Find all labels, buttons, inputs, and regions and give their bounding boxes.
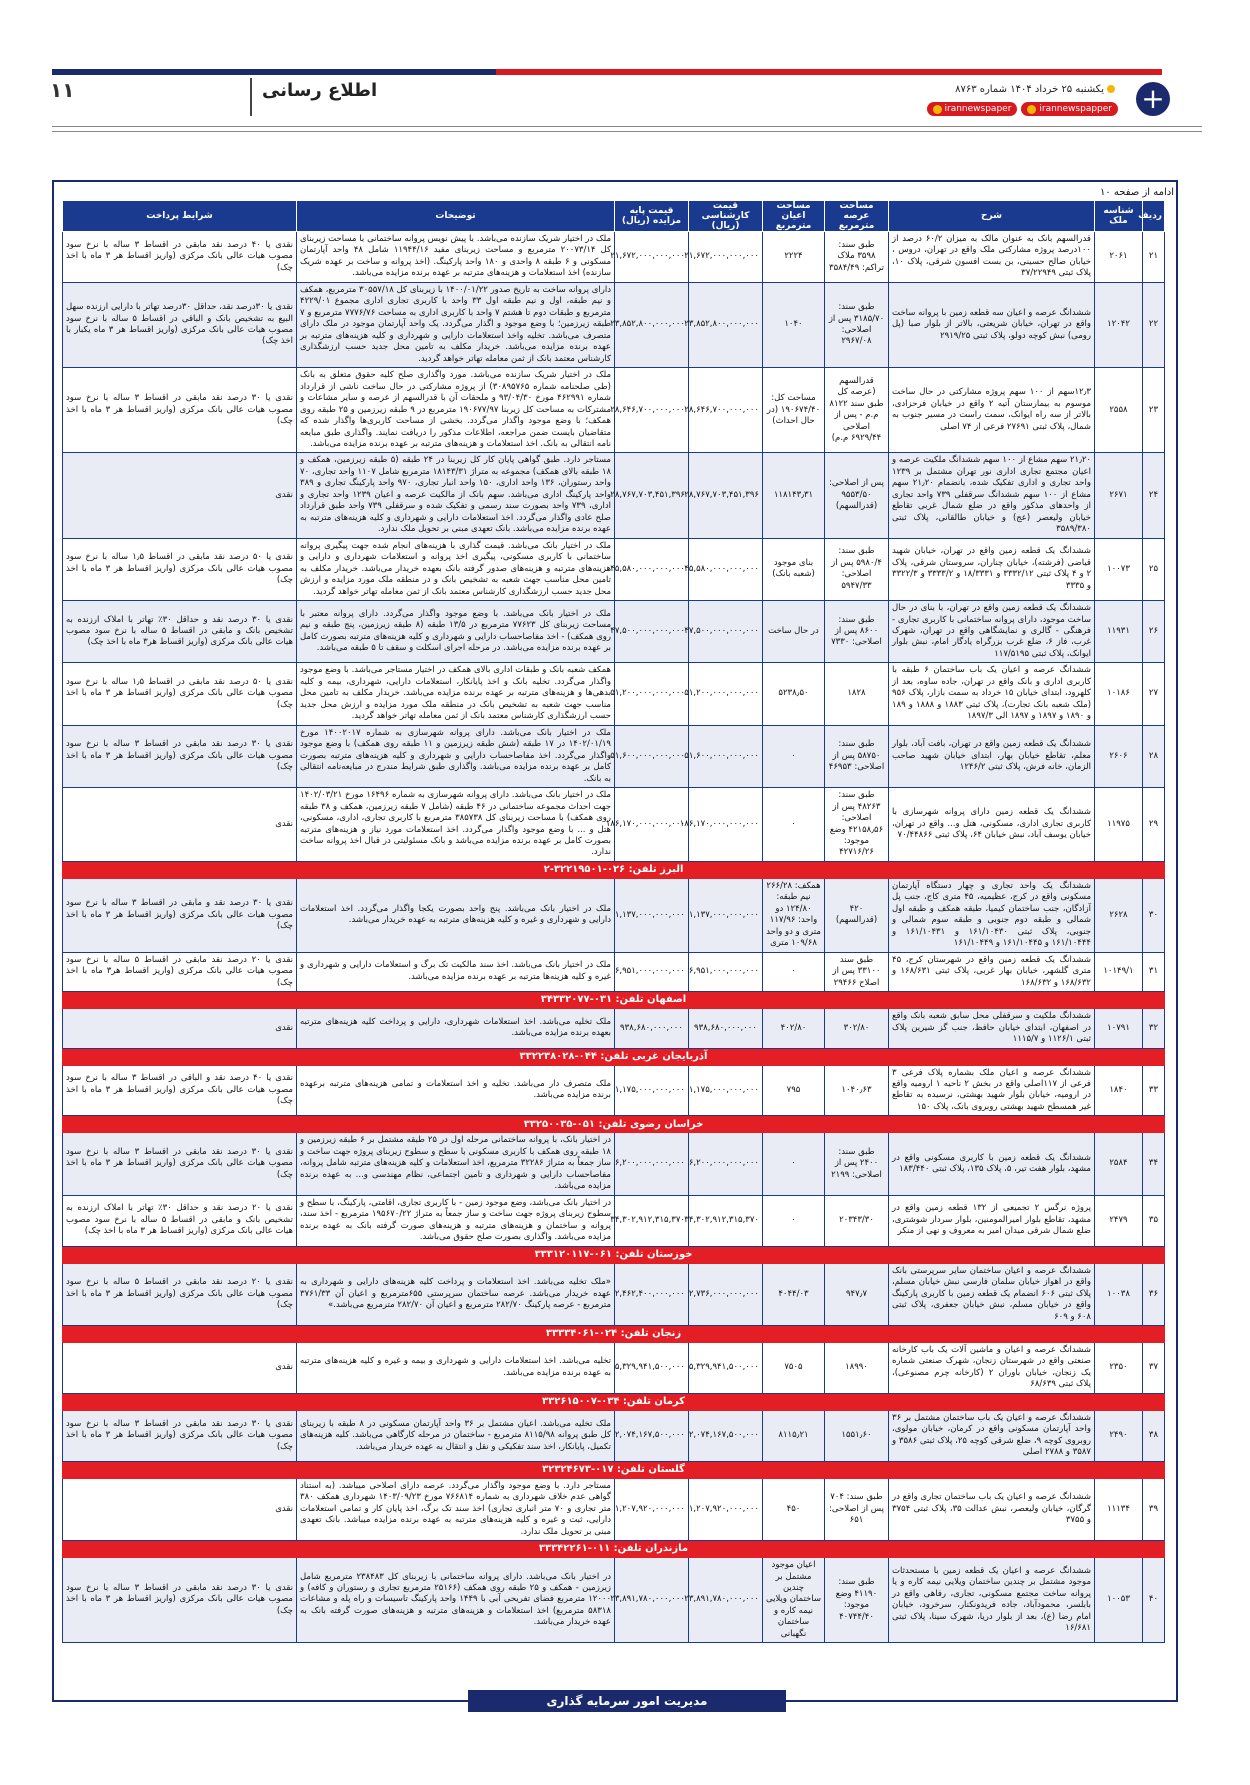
property-id: ۲۴۹۰ bbox=[1095, 1410, 1143, 1461]
building-area: ۴۰۴۴/۰۳ bbox=[763, 1263, 825, 1325]
property-id: ۲۵۵۸ bbox=[1095, 368, 1143, 453]
row-number: ۳۲ bbox=[1143, 1009, 1165, 1048]
base-price: ۲۸,۶۴۶,۷۰۰,۰۰۰,۰۰۰ bbox=[615, 368, 689, 453]
social-link-1[interactable]: irannewspaper bbox=[927, 102, 1018, 116]
land-area: طبق سند ۳۳۱۰۰ پس از اصلاح ۲۹۴۶۶ bbox=[825, 952, 889, 991]
expert-price: ۲۸,۷۶۷,۷۰۳,۴۵۱,۳۹۶ bbox=[689, 453, 763, 538]
table-header-row bbox=[63, 201, 1165, 232]
land-area: طبق سند: ۴۱۱۹۰ وضع موجود: ۴۰۷۴۴/۴۰ bbox=[825, 1558, 889, 1643]
expert-price: ۶,۹۵۱,۰۰۰,۰۰۰,۰۰۰ bbox=[689, 952, 763, 991]
payment-terms: نقدی یا ۳۰ درصد نقد مابقی در اقساط ۳ ساله با نرخ سود مصوب هیات عالی بانک مرکزی (واریز اقساط هر ۳ ماه با اخذ چک) bbox=[63, 368, 297, 453]
province-label: گلستان تلفن: ۰۱۷-۳۲۳۲۴۶۷۳ bbox=[63, 1461, 1165, 1478]
land-area: طبق سند: ۷۰۴ پس از اصلاحی: ۶۵۱ bbox=[825, 1478, 889, 1540]
row-number: ۳۸ bbox=[1143, 1410, 1165, 1461]
province-header bbox=[63, 1393, 1165, 1410]
payment-terms: نقدی یا ۴۰ درصد نقد و الباقی در اقساط ۳ ساله با نرخ سود مصوب هیات عالی بانک مرکزی (واریز اقساط هر ۳ ماه با اخذ چک) bbox=[63, 1065, 297, 1116]
province-header bbox=[63, 1325, 1165, 1342]
property-description: ششدانگ یک قطعه زمین با کاربری مسکونی واقع در مشهد، بلوار هفت تیر، ۵، پلاک ۱۳۵، پلاک ثبتی ۱۸۳/۴۴۰ bbox=[889, 1133, 1095, 1195]
table-row bbox=[63, 232, 1165, 283]
expert-price: ۴۷,۵۰۰,۰۰۰,۰۰۰,۰۰۰ bbox=[689, 601, 763, 663]
province-header bbox=[63, 1048, 1165, 1065]
row-number: ۳۴ bbox=[1143, 1133, 1165, 1195]
land-area: ۴۲۰ (قدرالسهم) bbox=[825, 878, 889, 952]
row-number: ۳۶ bbox=[1143, 1263, 1165, 1325]
base-price: ۲,۰۷۴,۱۶۷,۵۰۰,۰۰۰ bbox=[615, 1410, 689, 1461]
province-label: زنجان تلفن: ۰۲۴-۳۳۳۳۴۰۶۱ bbox=[63, 1325, 1165, 1342]
column-header: مساحت اعیان مترمربع bbox=[763, 201, 825, 232]
column-header: ردیف bbox=[1143, 201, 1165, 232]
expert-price: ۲۱,۶۷۲,۰۰۰,۰۰۰,۰۰۰ bbox=[689, 232, 763, 283]
payment-terms: نقدی یا ۳۰درصد نقد، حداقل ۳۰درصد تهاتر با دارایی ارزنده سهل البیع به تشخیص بانک و الباقی در اقساط ۵ ساله با نرخ سود مصوب هیات عالی بانک مرکزی (واریز اقساط هر ۳ ماه یکبار با اخذ چک) bbox=[63, 282, 297, 367]
notes: ملک در اختیار بانک می‌باشد. پنج واحد بصورت یکجا واگذار می‌گردد. اخذ استعلامات دارایی و شهرداری و غیره و کلیه هزینه‌های مترتبه به عهده خریدار می‌باشد. bbox=[297, 878, 615, 952]
row-number: ۳۳ bbox=[1143, 1065, 1165, 1116]
notes: ملک در اختیار شریک سازنده می‌باشد. با پیش نویس پروانه ساختمانی با مساحت زیربنای کل ۲۰۰۷۳/۱۴ مترمربع و مساحت زیربنای مفید ۱۱۹۴۴/۱۶ شامل ۴۸ واحد آپارتمان مسکونی و ۶ طبقه ۸ واحدی و ۱۸۰ واحد پارکینگ. (اخذ پروانه و ساخت بر عهده شریک سازنده) اخذ استعلامات و هزینه‌های مترتبه بر عهده برنده مزایده می‌باشد. bbox=[297, 232, 615, 283]
issue-date-text: یکشنبه ۲۵ خرداد ۱۴۰۴ شماره ۸۷۶۳ bbox=[955, 84, 1104, 95]
base-price: ۴۵,۵۸۰,۰۰۰,۰۰۰,۰۰۰ bbox=[615, 538, 689, 600]
base-price: ۱,۲۰۷,۹۲۰,۰۰۰,۰۰۰ bbox=[615, 1478, 689, 1540]
building-area: ۴۰۲/۸۰ bbox=[763, 1009, 825, 1048]
expert-price: ۵,۳۲۹,۹۴۱,۵۰۰,۰۰۰ bbox=[689, 1342, 763, 1393]
notes: ملک در اختیار شریک سازنده می‌باشد. مورد واگذاری صلح کلیه حقوق متعلق به بانک (طی صلحنامه شماره ۳۰۸۹۵۷۶۵) از پروژه مشارکتی در حال ساخت ناشی از قرارداد شماره ۴۶۲۹۹۱ مورخ ۹۳/۰۴/۳۰ و ملحقات آن با قدرالسهم از عرصه و سایر مشاعات و مشترکات به مساحت کل زیربنا ۱۹۰۶۷۷/۹۷ مترمربع در ۹ طبقه زیرزمین و ۲۵ طبقه روی همکف؛ با وضع موجود واگذار می‌گردد. بخشی از مساحت کاربری‌ها واگذار شده که متقاضیان بایست ضمن مراجعه، اطلاعات مذکور را دریافت نمایند. واگذاری طبق مبایعه نامه انتقالی به بانک. اخذ استعلامات و هزینه‌های مترتبه بر عهده برنده مزایده می‌باشد. bbox=[297, 368, 615, 453]
payment-terms: نقدی یا ۳۰ درصد نقد و مابقی در اقساط ۳ ساله با نرخ سود مصوب هیات عالی بانک مرکزی (واریز اقساط هر ۳ ماه با اخذ چک) bbox=[63, 878, 297, 952]
province-label: کرمان تلفن: ۰۳۴-۳۳۲۶۱۵۰۰۷ bbox=[63, 1393, 1165, 1410]
property-id: ۲۶۰۶ bbox=[1095, 725, 1143, 787]
section-title: اطلاع رسانی bbox=[262, 80, 378, 101]
payment-terms: نقدی یا ۲۰ درصد نقد مابقی در اقساط ۵ ساله با نرخ سود مصوب هیات عالی بانک مرکزی (واریز اقساط هر ۳ ماه با اخذ چک) bbox=[63, 1263, 297, 1325]
province-header bbox=[63, 861, 1165, 878]
notes: ملک در اختیار بانک می‌باشد. دارای پروانه شهرسازی به شماره ۱۴۰۰۲۰۱۷ مورخ ۱۴۰۲/۰۱/۱۹ در ۱۷ طبقه (شش طبقه زیرزمین و ۱۱ طبقه روی همکف) با وضع موجود واگذار می‌گردد. اخذ مفاصاحساب دارایی و شهرداری و کلیه هزینه‌های مترتبه بصورت کامل بر عهده برنده مزایده می‌باشد. واگذاری طبق شرایط مندرج در مبایعه‌نامه انتقالی به بانک. bbox=[297, 725, 615, 787]
table-row bbox=[63, 663, 1165, 725]
base-price: ۳۴,۳۰۲,۹۱۲,۳۱۵,۳۷۰ bbox=[615, 1195, 689, 1246]
property-description: ششدانگ ملکیت و سرقفلی محل سابق شعبه بانک واقع در اصفهان، ابتدای خیابان حافظ، جنب گز شیرین پلاک ثبتی ۱۱۲۶/۱ و ۱۱۱۵/۷ bbox=[889, 1009, 1095, 1048]
column-header: قیمت پایه مزایده (ریال) bbox=[615, 201, 689, 232]
property-id: ۱۱۹۳۱ bbox=[1095, 601, 1143, 663]
province-label: مازندران تلفن: ۰۱۱-۳۳۳۴۲۲۶۱ bbox=[63, 1541, 1165, 1558]
table-row bbox=[63, 453, 1165, 538]
row-number: ۲۲ bbox=[1143, 282, 1165, 367]
land-area: ۱۰۴۰٫۶۳ bbox=[825, 1065, 889, 1116]
instagram-icon bbox=[933, 105, 942, 114]
column-header: توضیحات bbox=[297, 201, 615, 232]
top-color-bar bbox=[52, 69, 1162, 75]
payment-terms: نقدی یا ۳۰ درصد نقد مابقی در اقساط ۳ ساله با نرخ سود مصوب هیات عالی بانک مرکزی (واریز اقساط هر ۳ ماه با اخذ چک) bbox=[63, 725, 297, 787]
expert-price: ۱,۱۳۷,۰۰۰,۰۰۰,۰۰۰ bbox=[689, 878, 763, 952]
notes: مستاجر دارد. طبق گواهی پایان کار کل زیربنا در ۲۴ طبقه (۵ طبقه زیرزمین، همکف و ۱۸ طبقه بالای همکف) مجموعه به متراژ ۱۸۱۴۳/۳۱ مترمربع شامل ۱۱۰۷ واحد تجاری، ۷۰ واحد رستوران، ۱۳۶ واحد اداری، ۱۵۰ واحد انبار تجاری، ۹۷۰ واحد پارکینگ تجاری و ۳۸۹ واحد پارکینگ اداری می‌باشد. سهم بانک از مالکیت عرصه و اعیان ۱۲۳۹ واحد تجاری و اداری، ۷۳۹ واحد بصورت سند رسمی و تفکیک شده و سرقفلی ۷۳۹ واحد طبق قرارداد صلح عادی واگذار می‌گردد. اخذ استعلامات دارایی و شهرداری و کلیه هزینه‌های مترتبه به عهده برنده مزایده می‌باشد. بانک تعهدی مبنی بر تحویل ملک ندارد. bbox=[297, 453, 615, 538]
notes: تخلیه می‌باشد. اخذ استعلامات دارایی و شهرداری و بیمه و غیره و کلیه هزینه‌های مترتبه به عهده برنده مزایده می‌باشد. bbox=[297, 1342, 615, 1393]
expert-price: ۲۳,۸۹۱,۷۸۰,۰۰۰,۰۰۰ bbox=[689, 1558, 763, 1643]
property-description: ششدانگ عرصه و اعیان یک قطعه زمین با مستحدثات موجود مشتمل بر چندین ساختمان ویلایی نیمه کاره و یا پروانه ساخت مجتمع مسکونی، تجاری، رفاهی واقع در بابلسر، محمودآباد، جاده فریدونکنار، سرخرود، خیابان امام رضا (ع)، بعد از بلوار دریا، شهرک سینا، پلاک ثبتی ۱۶/۶۸۱ bbox=[889, 1558, 1095, 1643]
header-rule-2 bbox=[52, 131, 1202, 132]
property-id: ۲۶۷۱ bbox=[1095, 453, 1143, 538]
land-area: ۱۵۵۱٫۶۰ bbox=[825, 1410, 889, 1461]
building-area: ۰ bbox=[763, 788, 825, 862]
property-id: ۱۰۱۴۹/۱ bbox=[1095, 952, 1143, 991]
land-area: طبق سند: ۲۴۰۰ پس از اصلاحی: ۲۱۹۹ bbox=[825, 1133, 889, 1195]
property-id: ۱۰۷۹۱ bbox=[1095, 1009, 1143, 1048]
social-link-2[interactable]: irannewspapper bbox=[1021, 102, 1118, 116]
notes: «ملک تخلیه می‌باشد. اخذ استعلامات و پرداخت کلیه هزینه‌های دارایی و شهرداری به عهده خریدار می‌باشد. عرصه ساختمان سرپرستی ۶۵۵مترمربع و اعیان آن ۳۷۶۱/۳۳ مترمربع - عرصه پارکینگ ۲۸۲/۷۰ مترمربع و اعیان آن ۲۸۲/۷۰ مترمربع می‌باشد.» bbox=[297, 1263, 615, 1325]
notes: در اختیار بانک می‌باشد. دارای پروانه ساختمانی با زیربنای کل ۲۳۸۴۸۳ مترمربع شامل زیرزمین - همکف و ۲۵ طبقه روی همکف (۲۵۱۶۶ مترمربع تجاری و رستوران و کافه) و ۱۲۰۰۰ مترمربع فضای تفریحی آبی با ۱۴۴۹ واحد پارکینگ تاسیسات و راه پله و مشاعات ۵۸۳۱۸ مترمربع) اخذ استعلامات و هزینه‌های مترتبه و هزینه‌های صورت گرفته بانک به عهده خریدار می‌باشد. bbox=[297, 1558, 615, 1643]
payment-terms: نقدی یا ۵۰ درصد نقد مابقی در اقساط ۱٫۵ ساله با نرخ سود مصوب هیات عالی بانک مرکزی (واریز اقساط هر ۳ ماه با اخذ چک) bbox=[63, 538, 297, 600]
property-id: ۱۰۰۷۳ bbox=[1095, 538, 1143, 600]
payment-terms: نقدی یا ۴۰ درصد نقد مابقی در اقساط ۳ ساله با نرخ سود مصوب هیات عالی بانک مرکزی (واریز اقساط هر ۳ ماه با اخذ چک) bbox=[63, 232, 297, 283]
building-area: مساحت کل: ۱۹۰۶۷۴/۴۰ (در حال احداث) bbox=[763, 368, 825, 453]
property-description: ششدانگ عرصه و اعیان ساختمان سایر سرپرستی بانک واقع در اهواز خیابان سلمان فارسی نبش خیابان مسلم، پلاک ثبتی ۶۰۶ انضمام یک قطعه زمین با کاربری پارکینگ واقع در خیابان مسلم، نبش خیابان جعفری، پلاک ثبتی ۶۰۸ و ۶۰۹ bbox=[889, 1263, 1095, 1325]
property-id: ۱۰۰۳۸ bbox=[1095, 1263, 1143, 1325]
property-description: ششدانگ یک واحد تجاری و چهار دستگاه آپارتمان مسکونی واقع در کرج، عظیمیه، ۴۵ متری کاج، جنب پل آزادگان، جنب ساختمان کیمیا، طبقه همکف و طبقه اول شمالی و طبقه دوم جنوبی و طبقه سوم شمالی و جنوبی، پلاک ثبتی ۱۶۱/۱۰۴۳۰ و ۱۶۱/۱۰۴۳۱ و ۱۶۱/۱۰۴۴۴ و ۱۶۱/۱۰۴۴۵ و ۱۶۱/۱۰۴۴۹ bbox=[889, 878, 1095, 952]
expert-price: ۲,۷۳۶,۰۰۰,۰۰۰,۰۰۰ bbox=[689, 1263, 763, 1325]
table-row bbox=[63, 1195, 1165, 1246]
land-area: طبق سند: ۵۸۷۵۰ پس از اصلاحی: ۴۶۹۵۳ bbox=[825, 725, 889, 787]
building-area: ۱۱۸۱۴۳٫۳۱ bbox=[763, 453, 825, 538]
expert-price: ۲,۰۷۴,۱۶۷,۵۰۰,۰۰۰ bbox=[689, 1410, 763, 1461]
property-description: ششدانگ یک قطعه زمین واقع در تهران، خیابان شهید قیاضی (فرشته)، خیابان چناران، سروستان شرقی، پلاک ۲ و ۴ پلاک ثبتی ۳۳۳۲/۱۲ و ۱۸/۳۳۳۱ و ۳۳۳۳/۲ و ۳۳۲۲/۳ و ۳۳۳۵ bbox=[889, 538, 1095, 600]
property-description: ششدانگ عرصه و اعیان یک باب ساختمان ۶ طبقه با کاربری اداری و بانک واقع در تهران، جاده ساوه، بعد از کلهرود، ابتدای خیابان ۱۵ خرداد به سمت بازار، پلاک ۹۵۶ (ملک شعبه بانک تجارت)، پلاک ثبتی ۱۸۸۳ و ۱۸۸۸ و ۱۸۹ و ۱۸۹۰ و ۱۸۹۷ و ۱۸۹۷ الی ۱۸۹۷/۳ bbox=[889, 663, 1095, 725]
base-price: ۵۱,۲۰۰,۰۰۰,۰۰۰,۰۰۰ bbox=[615, 663, 689, 725]
footer-banner: مدیریت امور سرمایه گذاری bbox=[468, 1690, 786, 1712]
table-row bbox=[63, 1065, 1165, 1116]
payment-terms: نقدی bbox=[63, 788, 297, 862]
province-header bbox=[63, 1461, 1165, 1478]
province-header bbox=[63, 1246, 1165, 1263]
property-id: ۱۰۱۸۶ bbox=[1095, 663, 1143, 725]
table-row bbox=[63, 952, 1165, 991]
notes: همکف شعبه بانک و طبقات اداری بالای همکف در اختیار مستاجر می‌باشد. با وضع موجود واگذار می‌گردد. تخلیه بانک و اخذ پایانکار، استعلامات دارایی، شهرداری، بیمه و کلیه بدهی‌ها و هزینه‌های مترتبه بر عهده برنده مزایده می‌باشد. خریدار مکلف به تامین محل مناسب جهت شعبه به تشخیص بانک در منطقه ملک مورد مزایده و ارزش محل جدید حسب ارزشگذاری کارشناس معتمد بانک از ثمن معامله تهاتر خواهد گردید. bbox=[297, 663, 615, 725]
property-id: ۲۰۶۱ bbox=[1095, 232, 1143, 283]
base-price: ۲۳,۸۵۲,۸۰۰,۰۰۰,۰۰۰ bbox=[615, 282, 689, 367]
header-rule bbox=[52, 126, 1202, 127]
property-description: قدرالسهم بانک به عنوان مالک به میزان ۶۰/۲ درصد از ۱۰۰درصد پروژه مشارکتی ملک واقع در تهران، دروس ، خیابان صالح حسینی، بن بست افسون شرقی، پلاک ۱۰، پلاک ثبتی ۳۷/۲۲۹۴۹ bbox=[889, 232, 1095, 283]
payment-terms: نقدی bbox=[63, 453, 297, 538]
table-row bbox=[63, 368, 1165, 453]
page-header bbox=[0, 78, 1250, 146]
province-label: اصفهان تلفن: ۰۳۱-۳۴۳۳۲۰۷۷ bbox=[63, 992, 1165, 1009]
province-header bbox=[63, 1116, 1165, 1133]
building-area: ۸۱۱۵٫۲۱ bbox=[763, 1410, 825, 1461]
notes: ملک در اختیار بانک می‌باشد. با وضع موجود واگذار می‌گردد. دارای پروانه معتبر با مساحت زیربنای کل ۷۷۶۲۳ مترمربع در ۱۳/۵ طبقه (۸ طبقه زیرزمین، پنج طبقه و نیم روی همکف) - اخذ مفاصاحساب دارایی و شهرداری و کلیه هزینه‌های مترتبه بصورت کامل بر عهده برنده مزایده می‌باشد. در مرحله اجرای اسکلت و سقف تا ۵ طبقه می‌باشد. bbox=[297, 601, 615, 663]
notes: ملک در اختیار بانک می‌باشد. قیمت گذاری با هزینه‌های انجام شده جهت پیگیری پروانه ساختمانی با کاربری مسکونی، پیگیری اخذ پروانه و استعلامات شهرداری و دارایی و هزینه‌های مترتبه و هزینه‌های صدور گرفته بانک بعهده خریدار می‌باشد. خریدار مکلف به تامین محل مناسب جهت شعبه به تشخیص بانک و در منطقه ملک مورد مزایده و ارزش محل جدید حسب ارزشگذاری کارشناس معتمد بانک از ثمن معامله تهاتر خواهد گردید. bbox=[297, 538, 615, 600]
property-description: ششدانگ عرصه و اعیان و ماشین آلات یک باب کارخانه صنعتی واقع در شهرستان زنجان، شهرک صنعتی شماره یک زنجان، خیابان باوران ۲ (کارخانه چرم مصنوعی)، پلاک ثبتی ۶۸/۶۳۹ bbox=[889, 1342, 1095, 1393]
payment-terms: نقدی bbox=[63, 1009, 297, 1048]
column-header: مساحت عرصه مترمربع bbox=[825, 201, 889, 232]
table-row bbox=[63, 1133, 1165, 1195]
base-price: ۴۷,۵۰۰,۰۰۰,۰۰۰,۰۰۰ bbox=[615, 601, 689, 663]
table-row bbox=[63, 1410, 1165, 1461]
row-number: ۴۰ bbox=[1143, 1558, 1165, 1643]
property-description: ۱۲٫۳سهم از ۱۰۰ سهم پروژه مشارکتی در حال ساخت موسوم به بیمارستان آتیه ۲ واقع در خیابان فرحزادی، بالاتر از سه راه ایوانک، سمت راست در مسیر جنوب به شمال، پلاک ثبتی ۲۷۶۹۱ فرعی از ۷۴ اصلی bbox=[889, 368, 1095, 453]
base-price: ۲۳,۸۹۱,۷۸۰,۰۰۰,۰۰۰ bbox=[615, 1558, 689, 1643]
plus-icon: + bbox=[1136, 82, 1170, 116]
table-row bbox=[63, 725, 1165, 787]
row-number: ۳۵ bbox=[1143, 1195, 1165, 1246]
base-price: ۲۸,۷۶۷,۷۰۳,۴۵۱,۳۹۶ bbox=[615, 453, 689, 538]
land-area: طبق سند: ۵۹۸۰/۴ پس از اصلاحی: ۵۹۴۷/۳۳ bbox=[825, 538, 889, 600]
property-description: ششدانگ یک قطعه زمین واقع در تهران، بافت آباد، بلوار معلم، تقاطع خیابان بهار، ابتدای خیابان شهید صاحب الزمان، خانه فرش، پلاک ثبتی ۱۲۴۶/۲ bbox=[889, 725, 1095, 787]
column-header: شناسه ملک bbox=[1095, 201, 1143, 232]
building-area: ۷۵۰۵ bbox=[763, 1342, 825, 1393]
payment-terms: نقدی یا ۵۰ درصد نقد مابقی در اقساط ۱٫۵ ساله با نرخ سود مصوب هیات عالی بانک مرکزی (واریز اقساط هر ۳ ماه با اخذ چک) bbox=[63, 663, 297, 725]
table-row bbox=[63, 1342, 1165, 1393]
expert-price: ۶,۲۰۰,۰۰۰,۰۰۰,۰۰۰ bbox=[689, 1133, 763, 1195]
property-id: ۱۸۴۰ bbox=[1095, 1065, 1143, 1116]
land-area: طبق سند: ۴۸۲۶۳ پس از اصلاحی: ۴۲۱۵۸٫۵۶ وضع موجود: ۴۲۷۱۶/۲۶ bbox=[825, 788, 889, 862]
land-area: طبق سند: ۳۱۸۵/۷۰ پس از اصلاحی: ۲۹۶۷/۰۸ bbox=[825, 282, 889, 367]
row-number: ۳۱ bbox=[1143, 952, 1165, 991]
property-description: ششدانگ یک قطعه زمین واقع در تهران، با بنای در حال ساخت موجود، دارای پروانه ساختمانی با کاربری تجاری - فرهنگی - گالری و نمایشگاهی واقع در تهران، شهرک غرب، فاز ۶، ضلع غرب بزرگراه یادگار امام، نبش بلوار ایوانک، پلاک ثبتی ۱۱۷/۵۱۹۵ bbox=[889, 601, 1095, 663]
table-row bbox=[63, 601, 1165, 663]
expert-price: ۲۳,۸۵۲,۸۰۰,۰۰۰,۰۰۰ bbox=[689, 282, 763, 367]
continued-note: ادامه از صفحه ۱۰ bbox=[1100, 187, 1174, 198]
building-area: ۲۲۲۴ bbox=[763, 232, 825, 283]
expert-price: ۱,۲۰۷,۹۲۰,۰۰۰,۰۰۰ bbox=[689, 1478, 763, 1540]
land-area: قدرالسهم (عرصه کل طبق سند ۸۱۲۲ م.م - پس از اصلاحی ۶۹۲۹/۴۴ م.م) bbox=[825, 368, 889, 453]
property-description: ششدانگ عرصه و اعیان یک باب ساختمان مشتمل بر ۳۶ واحد آپارتمان مسکونی واقع در کرمان، خیابان مولوی، روبروی کوچه ۹، ضلع شرقی کوچه ۲۵، پلاک ثبتی ۳۵۸۶ و ۳۵۸۷ و ۲۷۸۸ اصلی bbox=[889, 1410, 1095, 1461]
property-description: ششدانگ عرصه و اعیان ملک بشماره پلاک فرعی ۳ فرعی از ۱۱۷اصلی واقع در بخش ۲ ناحیه ۱ ارومیه واقع در ارومیه، خیابان بلوار شهید بهشتی، نرسیده به تقاطع غیر همسطح شهید بهشتی روبروی بانک، پلاک ۱۵۰ bbox=[889, 1065, 1095, 1116]
base-price: ۲۱,۶۷۲,۰۰۰,۰۰۰,۰۰۰ bbox=[615, 232, 689, 283]
telegram-icon bbox=[1027, 105, 1036, 114]
payment-terms: نقدی یا ۲۰ درصد نقد مابقی در اقساط ۵ ساله با نرخ سود مصوب هیات عالی بانک مرکزی (واریز اقساط هر۳ ماه با اخذ چک) bbox=[63, 952, 297, 991]
property-id: ۱۰۰۵۳ bbox=[1095, 1558, 1143, 1643]
expert-price: ۱۸۶,۱۷۰,۰۰۰,۰۰۰,۰۰۰ bbox=[689, 788, 763, 862]
row-number: ۲۸ bbox=[1143, 725, 1165, 787]
payment-terms: نقدی یا ۳۰ درصد نقد مابقی در اقساط ۳ ساله با نرخ سود مصوب هیات عالی بانک مرکزی (واریز اقساط هر ۳ ماه با اخذ چک) bbox=[63, 1133, 297, 1195]
row-number: ۲۱ bbox=[1143, 232, 1165, 283]
expert-price: ۵۱,۶۰۰,۰۰۰,۰۰۰,۰۰۰ bbox=[689, 725, 763, 787]
notes: ملک تخلیه می‌باشد. اعیان مشتمل بر ۳۶ واحد آپارتمان مسکونی در ۸ طبقه با زیربنای کل طبق پروانه ۸۱۱۵/۹۸ مترمربع - ساختمان در مرحله کارگاهی می‌باشد. کلیه هزینه‌های تکمیل، پایانکار، اخذ سند تفکیکی و نقل و انتقال به عهده خریدار می‌باشد. bbox=[297, 1410, 615, 1461]
expert-price: ۵۱,۲۰۰,۰۰۰,۰۰۰,۰۰۰ bbox=[689, 663, 763, 725]
table-row bbox=[63, 1263, 1165, 1325]
column-header: قیمت کارشناسی (ریال) bbox=[689, 201, 763, 232]
base-price: ۵,۳۲۹,۹۴۱,۵۰۰,۰۰۰ bbox=[615, 1342, 689, 1393]
table-row bbox=[63, 1558, 1165, 1643]
table-row bbox=[63, 878, 1165, 952]
building-area: ۷۹۵ bbox=[763, 1065, 825, 1116]
property-id: ۲۶۲۸ bbox=[1095, 878, 1143, 952]
base-price: ۹۳۸,۶۸۰,۰۰۰,۰۰۰ bbox=[615, 1009, 689, 1048]
row-number: ۲۵ bbox=[1143, 538, 1165, 600]
building-area: بنای موجود (شعبه بانک) bbox=[763, 538, 825, 600]
column-header: شرایط پرداخت bbox=[63, 201, 297, 232]
row-number: ۳۰ bbox=[1143, 878, 1165, 952]
building-area: ۰ bbox=[763, 1195, 825, 1246]
property-id: ۲۴۷۹ bbox=[1095, 1195, 1143, 1246]
property-description: ششدانگ یک قطعه زمین واقع در شهرستان کرج، ۴۵ متری گلشهر، خیابان بهار غربی، پلاک ثبتی ۱۶۸/۶۳۱ و ۱۶۸/۶۳۲ و ۱۶۸/۶۳۲ bbox=[889, 952, 1095, 991]
notes: ملک در اختیار بانک می‌باشد. اخذ سند مالکیت تک برگ و استعلامات دارایی و شهرداری و غیره و کلیه هزینه‌ها مترتبه بر عهده برنده مزایده می‌باشد. bbox=[297, 952, 615, 991]
notes: در اختیار بانک می‌باشد، وضع موجود زمین - با کاربری تجاری، اقامتی، پارکینگ، با سطح و سطوح زیربنای پروژه جهت ساخت و ساز جمعاً به متراژ ۱۹۵۶۷۰/۲۲ مترمربع - اخذ سند، پروانه و ساختمان و هزینه‌های مترتبه و هزینه‌های صورت گرفته بانک به عهده برنده مزایده می‌باشد. واگذاری بصورت صلح حقوق می‌باشد. bbox=[297, 1195, 615, 1246]
row-number: ۲۳ bbox=[1143, 368, 1165, 453]
expert-price: ۳۴,۳۰۲,۹۱۲,۳۱۵,۳۷۰ bbox=[689, 1195, 763, 1246]
property-id: ۲۵۸۴ bbox=[1095, 1133, 1143, 1195]
expert-price: ۲۸,۶۴۶,۷۰۰,۰۰۰,۰۰۰ bbox=[689, 368, 763, 453]
land-area: ۱۸۲۸ bbox=[825, 663, 889, 725]
property-id: ۱۲۰۴۲ bbox=[1095, 282, 1143, 367]
building-area: ۰ bbox=[763, 952, 825, 991]
property-id: ۱۱۱۳۴ bbox=[1095, 1478, 1143, 1540]
page-number: ۱۱ bbox=[50, 78, 75, 102]
building-area: همکف: ۲۶۶/۲۸ نیم طبقه: ۱۲۴/۸۰ دو واحد: ۱۱۷/۹۶ متری و دو واحد ۱۰۹/۶۸ متری bbox=[763, 878, 825, 952]
row-number: ۲۴ bbox=[1143, 453, 1165, 538]
property-description: ۲۱٫۲۰ سهم مشاع از ۱۰۰ سهم ششدانگ ملکیت عرصه و اعیان مجتمع تجاری اداری نور تهران مشتمل بر ۱۲۳۹ واحد تجاری و اداری تفکیک شده، بانضمام ۲۱٫۲۰ سهم مشاع از ۱۰۰ سهم ششدانگ سرقفلی ۷۳۹ واحد تجاری از واحدهای مذکور واقع در ضلع شمال غربی تقاطع خیابان ولیعصر (عج) و خیابان طالقانی، پلاک ثبتی ۳۵۸۹/۳۸۰ bbox=[889, 453, 1095, 538]
payment-terms: نقدی bbox=[63, 1478, 297, 1540]
notes: ملک در اختیار بانک می‌باشد. دارای پروانه شهرسازی به شماره ۱۶۴۹۶ مورخ ۱۴۰۲/۰۳/۲۱ جهت احداث مجموعه ساختمانی در ۴۶ طبقه (شامل ۷ طبقه زیرزمین، همکف و ۳۸ طبقه روی همکف) با مساحت زیربنای کل ۳۸۵۷۳۸ مترمربع با کاربری تجاری، اداری، مسکونی، هتل و ... با وضع موجود واگذار می‌گردد. اخذ استعلامات مورد نیاز و هزینه‌های مترتبه بصورت کامل بر عهده برنده مزایده می‌باشد و بانک مسئولیتی در قبال اخذ پروانه ساخت ندارد. bbox=[297, 788, 615, 862]
notes: دارای پروانه ساخت به تاریخ صدور ۱۴۰۰/۰۱/۲۲ با زیربنای کل ۳۰۵۵۷/۱۸ مترمربع، همکف و نیم طبقه، اول و نیم طبقه اول ۳۳ واحد با کاربری تجاری اداری مجموع ۴۲۲۹/۰۱ مترمربع و طبقات دوم تا هشتم ۷ واحد با کاربری اداری به مساحت ۷۷۷۶/۷۶ مترمربع و ۷ طبقه زیرزمین؛ با وضع موجود و اگذار می‌گردد. یک واحد آپارتمان موجود در ملک دارای متصرف می‌باشد. تخلیه واخذ استعلامات دارایی و شهرداری و کلیه هزینه‌های مترتبه بر عهده برنده مزایده می‌باشد. خریدار مکلف به تامین محل جدید حسب ارزشگذاری کارشناس معتمد بانک از ثمن معامله تهاتر خواهد گردید. bbox=[297, 282, 615, 367]
province-header bbox=[63, 1541, 1165, 1558]
payment-terms: نقدی bbox=[63, 1342, 297, 1393]
expert-price: ۴۵,۵۸۰,۰۰۰,۰۰۰,۰۰۰ bbox=[689, 538, 763, 600]
land-area: ۱۸۹۹۰ bbox=[825, 1342, 889, 1393]
row-number: ۲۷ bbox=[1143, 663, 1165, 725]
notes: ملک تخلیه می‌باشد. اخذ استعلامات شهرداری، دارایی و پرداخت کلیه هزینه‌های مترتبه بعهده برنده مزایده می‌باشد. bbox=[297, 1009, 615, 1048]
property-description: ششدانگ یک قطعه زمین دارای پروانه شهرسازی با کاربری تجاری اداری، مسکونی، هتل و... واقع در تهران، خیابان یوسف آباد، نبش خیابان ۶۴، پلاک ثبتی ۷۰/۴۴۸۶۶ bbox=[889, 788, 1095, 862]
payment-terms: نقدی یا ۲۰ درصد نقد و حداقل ۳۰٪ تهاتر با املاک ارزنده به تشخیص بانک و مابقی در اقساط ۵ ساله با نرخ سود مصوب هیات عالی بانک مرکزی (واریز اقساط هر ۳ ماه با اخذ چک) bbox=[63, 1195, 297, 1246]
base-price: ۱۸۶,۱۷۰,۰۰۰,۰۰۰,۰۰۰ bbox=[615, 788, 689, 862]
base-price: ۶,۲۰۰,۰۰۰,۰۰۰,۰۰۰ bbox=[615, 1133, 689, 1195]
base-price: ۲,۴۶۲,۴۰۰,۰۰۰,۰۰۰ bbox=[615, 1263, 689, 1325]
province-label: البرز تلفن: ۰۲۶-۳۲۲۱۹۵۰۱-۲ bbox=[63, 861, 1165, 878]
land-area: طبق سند: ۸۶۰۰ پس از اصلاحی: ۷۳۳۰ bbox=[825, 601, 889, 663]
land-area: ۹۴۷٫۷ bbox=[825, 1263, 889, 1325]
table-row bbox=[63, 1478, 1165, 1540]
land-area: ۲۰۳۴۳/۳۰ bbox=[825, 1195, 889, 1246]
header-divider bbox=[250, 78, 252, 116]
property-id: ۱۱۹۷۵ bbox=[1095, 788, 1143, 862]
social-links bbox=[927, 102, 1119, 116]
land-area: طبق سند: ۳۵۹۸ ملاک تراکم: ۳۵۸۴/۴۹ bbox=[825, 232, 889, 283]
building-area: اعیان موجود مشتمل بر چندین ساختمان ویلایی نیمه کاره و ساختمان نگهبانی bbox=[763, 1558, 825, 1643]
payment-terms: نقدی یا ۳۰ درصد نقد و حداقل ۳۰٪ تهاتر با املاک ارزنده به تشخیص بانک و مابقی در اقساط ۵ ساله با نرخ سود مصوب هیات عالی بانک مرکزی (واریز اقساط هر۳ ماه با اخذ چک) bbox=[63, 601, 297, 663]
property-description: ششدانگ عرصه و اعیان یک باب ساختمان تجاری واقع در گرگان، خیابان ولیعصر، نبش عدالت ۳۵، پلاک ثبتی ۳۷۵۴ و ۳۷۵۵ bbox=[889, 1478, 1095, 1540]
table-row bbox=[63, 282, 1165, 367]
building-area: ۰ bbox=[763, 725, 825, 787]
building-area: ۰ bbox=[763, 1133, 825, 1195]
date-dot-icon bbox=[1107, 85, 1115, 93]
row-number: ۲۹ bbox=[1143, 788, 1165, 862]
building-area: ۴۵۰ bbox=[763, 1478, 825, 1540]
land-area: پس از اصلاحی: ۹۵۵۳/۵۰ (قدرالسهم) bbox=[825, 453, 889, 538]
land-area: ۳۰۲/۸۰ bbox=[825, 1009, 889, 1048]
building-area: ۱۰۴۰ bbox=[763, 282, 825, 367]
row-number: ۳۹ bbox=[1143, 1478, 1165, 1540]
row-number: ۳۷ bbox=[1143, 1342, 1165, 1393]
expert-price: ۱,۱۷۵,۰۰۰,۰۰۰,۰۰۰ bbox=[689, 1065, 763, 1116]
property-description: پروژه نرگس ۲ تجمیعی از ۱۳۲ قطعه زمین واقع در مشهد، تقاطع بلوار امیرالمومنین، بلوار سردار شوشتری، ضلع شمال شرقی میدان امیر به معروف و نهی از منکر bbox=[889, 1195, 1095, 1246]
table-row bbox=[63, 1009, 1165, 1048]
column-header: شرح bbox=[889, 201, 1095, 232]
base-price: ۱,۱۷۵,۰۰۰,۰۰۰,۰۰۰ bbox=[615, 1065, 689, 1116]
property-id: ۲۳۵۰ bbox=[1095, 1342, 1143, 1393]
table-row bbox=[63, 788, 1165, 862]
expert-price: ۹۳۸,۶۸۰,۰۰۰,۰۰۰ bbox=[689, 1009, 763, 1048]
building-area: ۵۲۳۸٫۵۰ bbox=[763, 663, 825, 725]
building-area: در حال ساخت bbox=[763, 601, 825, 663]
base-price: ۶,۹۵۱,۰۰۰,۰۰۰,۰۰۰ bbox=[615, 952, 689, 991]
base-price: ۱,۱۳۷,۰۰۰,۰۰۰,۰۰۰ bbox=[615, 878, 689, 952]
province-label: آذربایجان غربی تلفن: ۰۴۴-۳۳۲۲۳۸۰۲۸ bbox=[63, 1048, 1165, 1065]
row-number: ۲۶ bbox=[1143, 601, 1165, 663]
auction-table bbox=[62, 200, 1165, 1643]
notes: ملک متصرف دار می‌باشد. تخلیه و اخذ استعلامات و تمامی هزینه‌های مترتبه برعهده برنده مزایده می‌باشد. bbox=[297, 1065, 615, 1116]
base-price: ۵۱,۶۰۰,۰۰۰,۰۰۰,۰۰۰ bbox=[615, 725, 689, 787]
notes: در اختیار بانک، با پروانه ساختمانی مرحله اول در ۲۵ طبقه مشتمل بر ۶ طبقه زیرزمین و ۱۸ طبقه روی همکف با کاربری مسکونی با سطح و سطوح زیربنای پروژه جهت ساخت و ساز جمعاً به متراژ ۳۲۲۸۶ مترمربع، اخذ استعلامات و کلیه هزینه‌های مترتبه شامل پروانه، مفاصاحساب دارایی و شهرداری و تامین اجتماعی، نظام مهندسی و... به عهده برنده مزایده می‌باشد. bbox=[297, 1133, 615, 1195]
property-description: ششدانگ عرصه و اعیان سه قطعه زمین با پروانه ساخت واقع در تهران، خیابان شریعتی، بالاتر از بلوار صبا (پل رومی) نبش کوچه دولو، پلاک ثبتی ۲۹۱۹/۲۵ bbox=[889, 282, 1095, 367]
province-label: خراسان رضوی تلفن: ۰۵۱-۳۳۲۵۰۰۳۵ bbox=[63, 1116, 1165, 1133]
table-row bbox=[63, 538, 1165, 600]
payment-terms: نقدی یا ۳۰ درصد نقد مابقی در اقساط ۳ ساله با نرخ سود مصوب هیات عالی بانک مرکزی (واریز اقساط هر ۳ ماه با اخذ چک) bbox=[63, 1410, 297, 1461]
notes: مستاجر دارد. با وضع موجود واگذار می‌گردد. عرصه دارای اصلاحی میباشد. (به استناد گواهی عدم خلاف شهرداری به شماره ۷۶۶۸۱۴ مورخ ۱۴۰۳/۰۹/۲۳ شهرداری همکف ۳۸۰ متر تجاری و ۷۰ متر انباری تجاری) اخذ سند تک برگ، اخذ پایان کار و تمامی استعلامات دارایی، ثبت و غیره و کلیه هزینه‌های مترتبه به عهده برنده مزایده میباشد. بانک تعهدی مبنی بر تحویل ملک ندارد. bbox=[297, 1478, 615, 1540]
issue-date bbox=[955, 84, 1118, 95]
province-header bbox=[63, 992, 1165, 1009]
province-label: خوزستان تلفن: ۰۶۱-۳۳۳۱۲۰۱۱۷ bbox=[63, 1246, 1165, 1263]
payment-terms: نقدی یا ۳۰ درصد نقد مابقی در اقساط ۳ ساله با نرخ سود مصوب هیات عالی بانک مرکزی (واریز اقساط هر ۳ ماه با اخذ چک) bbox=[63, 1558, 297, 1643]
